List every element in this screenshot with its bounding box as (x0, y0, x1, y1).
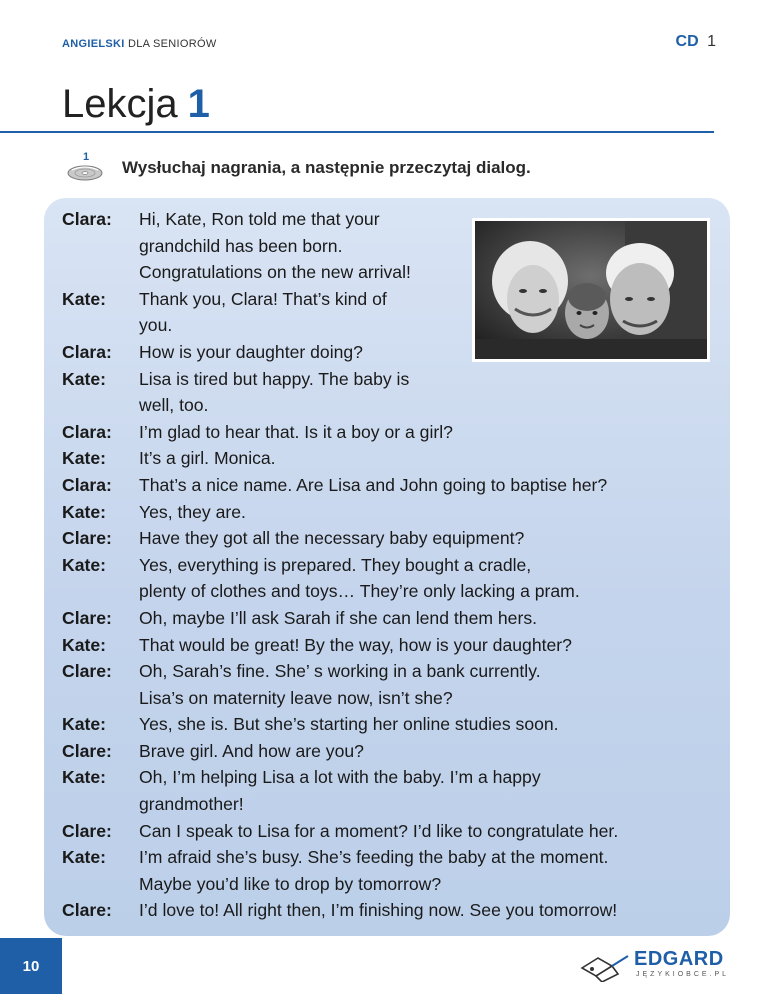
dialog-line (62, 791, 722, 818)
dialog-line (62, 685, 722, 712)
dialog-text: well, too. (139, 395, 209, 416)
dialog-text: plenty of clothes and toys… They’re only lacking a pram. (139, 581, 580, 602)
title-divider (0, 131, 714, 133)
dialog (62, 206, 722, 924)
dialog-text: Can I speak to Lisa for a moment? I’d like to congratulate her. (139, 820, 619, 841)
speaker-name: Kate: (62, 767, 106, 788)
dialog-line (62, 366, 722, 393)
dialog-line (62, 445, 722, 472)
speaker-name: Kate: (62, 448, 106, 469)
speaker-name: Kate: (62, 368, 106, 389)
instruction (66, 153, 531, 183)
logo-mark-icon (578, 952, 630, 982)
dialog-line (62, 233, 722, 260)
dialog-line (62, 711, 722, 738)
dialog-line (62, 499, 722, 526)
speaker-name (62, 259, 139, 286)
speaker-name (62, 685, 139, 712)
speaker-name: Kate: (62, 714, 106, 735)
speaker-name (62, 871, 139, 898)
dialog-text: Oh, maybe I’ll ask Sarah if she can lend them hers. (139, 607, 538, 628)
lesson-word: Lekcja (62, 82, 178, 126)
speaker-name (62, 392, 139, 419)
dialog-text: I’m afraid she’s busy. She’s feeding the baby at the moment. (139, 847, 609, 868)
cd-indicator (676, 33, 716, 51)
cd-number: 1 (707, 33, 716, 50)
dialog-text: Congratulations on the new arrival! (139, 262, 411, 283)
dialog-text: I’d love to! All right then, I’m finishing now. See you tomorrow! (139, 900, 618, 921)
speaker-name (62, 578, 139, 605)
dialog-line (62, 259, 722, 286)
dialog-text: Lisa’s on maternity leave now, isn’t she? (139, 687, 453, 708)
speaker-name: Kate: (62, 288, 106, 309)
speaker-name: Clara: (62, 474, 112, 495)
speaker-name: Kate: (62, 847, 106, 868)
dialog-text: Have they got all the necessary baby equipment? (139, 528, 525, 549)
lesson-number: 1 (187, 82, 210, 126)
logo-word: EDGARD (634, 948, 724, 970)
track-number: 1 (83, 151, 90, 163)
speaker-name (62, 791, 139, 818)
speaker-name: Kate: (62, 634, 106, 655)
dialog-text: Lisa is tired but happy. The baby is (139, 368, 410, 389)
dialog-line (62, 472, 722, 499)
speaker-name (62, 233, 139, 260)
speaker-name: Clare: (62, 528, 112, 549)
dialog-line (62, 871, 722, 898)
speaker-name: Clare: (62, 661, 112, 682)
book-brand: ANGIELSKI (62, 38, 125, 50)
speaker-name: Clara: (62, 421, 112, 442)
dialog-text: How is your daughter doing? (139, 341, 363, 362)
dialog-line (62, 206, 722, 233)
book-subtitle: DLA SENIORÓW (127, 38, 217, 50)
dialog-text: Thank you, Clara! That’s kind of (139, 288, 387, 309)
dialog-line (62, 605, 722, 632)
dialog-text: Hi, Kate, Ron told me that your (139, 209, 380, 229)
dialog-text: you. (139, 315, 173, 336)
dialog-text: Yes, everything is prepared. They bought a cradle, (139, 554, 532, 575)
dialog-line (62, 392, 722, 419)
dialog-line (62, 578, 722, 605)
dialog-text: I’m glad to hear that. Is it a boy or a girl? (139, 421, 453, 442)
dialog-text: That’s a nice name. Are Lisa and John going to baptise her? (139, 474, 608, 495)
dialog-line (62, 738, 722, 765)
speaker-name: Clare: (62, 900, 112, 921)
speaker-name: Clare: (62, 740, 112, 761)
dialog-text: Oh, Sarah’s fine. She’ s working in a bank currently. (139, 661, 541, 682)
lesson-title (62, 80, 210, 128)
dialog-text: Yes, she is. But she’s starting her online studies soon. (139, 714, 559, 735)
dialog-line (62, 632, 722, 659)
speaker-name: Clare: (62, 820, 112, 841)
dialog-line (62, 419, 722, 446)
dialog-text: grandchild has been born. (139, 235, 343, 256)
cd-label: CD (675, 33, 699, 50)
dialog-line (62, 525, 722, 552)
speaker-name: Kate: (62, 554, 106, 575)
edgard-logo[interactable] (578, 948, 730, 984)
dialog-text: It’s a girl. Monica. (139, 448, 276, 469)
dialog-line (62, 818, 722, 845)
dialog-text: Yes, they are. (139, 501, 246, 522)
dialog-text: grandmother! (139, 794, 244, 815)
dialog-line (62, 339, 722, 366)
speaker-name: Clare: (62, 607, 112, 628)
dialog-text: Maybe you’d like to drop by tomorrow? (139, 873, 442, 894)
page-number: 10 (0, 938, 62, 994)
speaker-name: Clara: (62, 209, 112, 229)
instruction-text: Wysłuchaj nagrania, a następnie przeczytaj dialog. (122, 158, 531, 177)
speaker-name: Clara: (62, 341, 112, 362)
speaker-name (62, 312, 139, 339)
dialog-line (62, 764, 722, 791)
dialog-line (62, 286, 722, 313)
dialog-line (62, 844, 722, 871)
dialog-text: Brave girl. And how are you? (139, 740, 364, 761)
dialog-text: Oh, I’m helping Lisa a lot with the baby. I’m a happy (139, 767, 541, 788)
cd-disc-icon[interactable] (66, 153, 108, 183)
speaker-name: Kate: (62, 501, 106, 522)
dialog-line (62, 897, 722, 924)
book-title (62, 38, 217, 50)
dialog-line (62, 312, 722, 339)
logo-subtext: JĘZYKIOBCE.PL (636, 971, 730, 978)
dialog-line (62, 552, 722, 579)
dialog-text: That would be great! By the way, how is your daughter? (139, 634, 572, 655)
dialog-line (62, 658, 722, 685)
